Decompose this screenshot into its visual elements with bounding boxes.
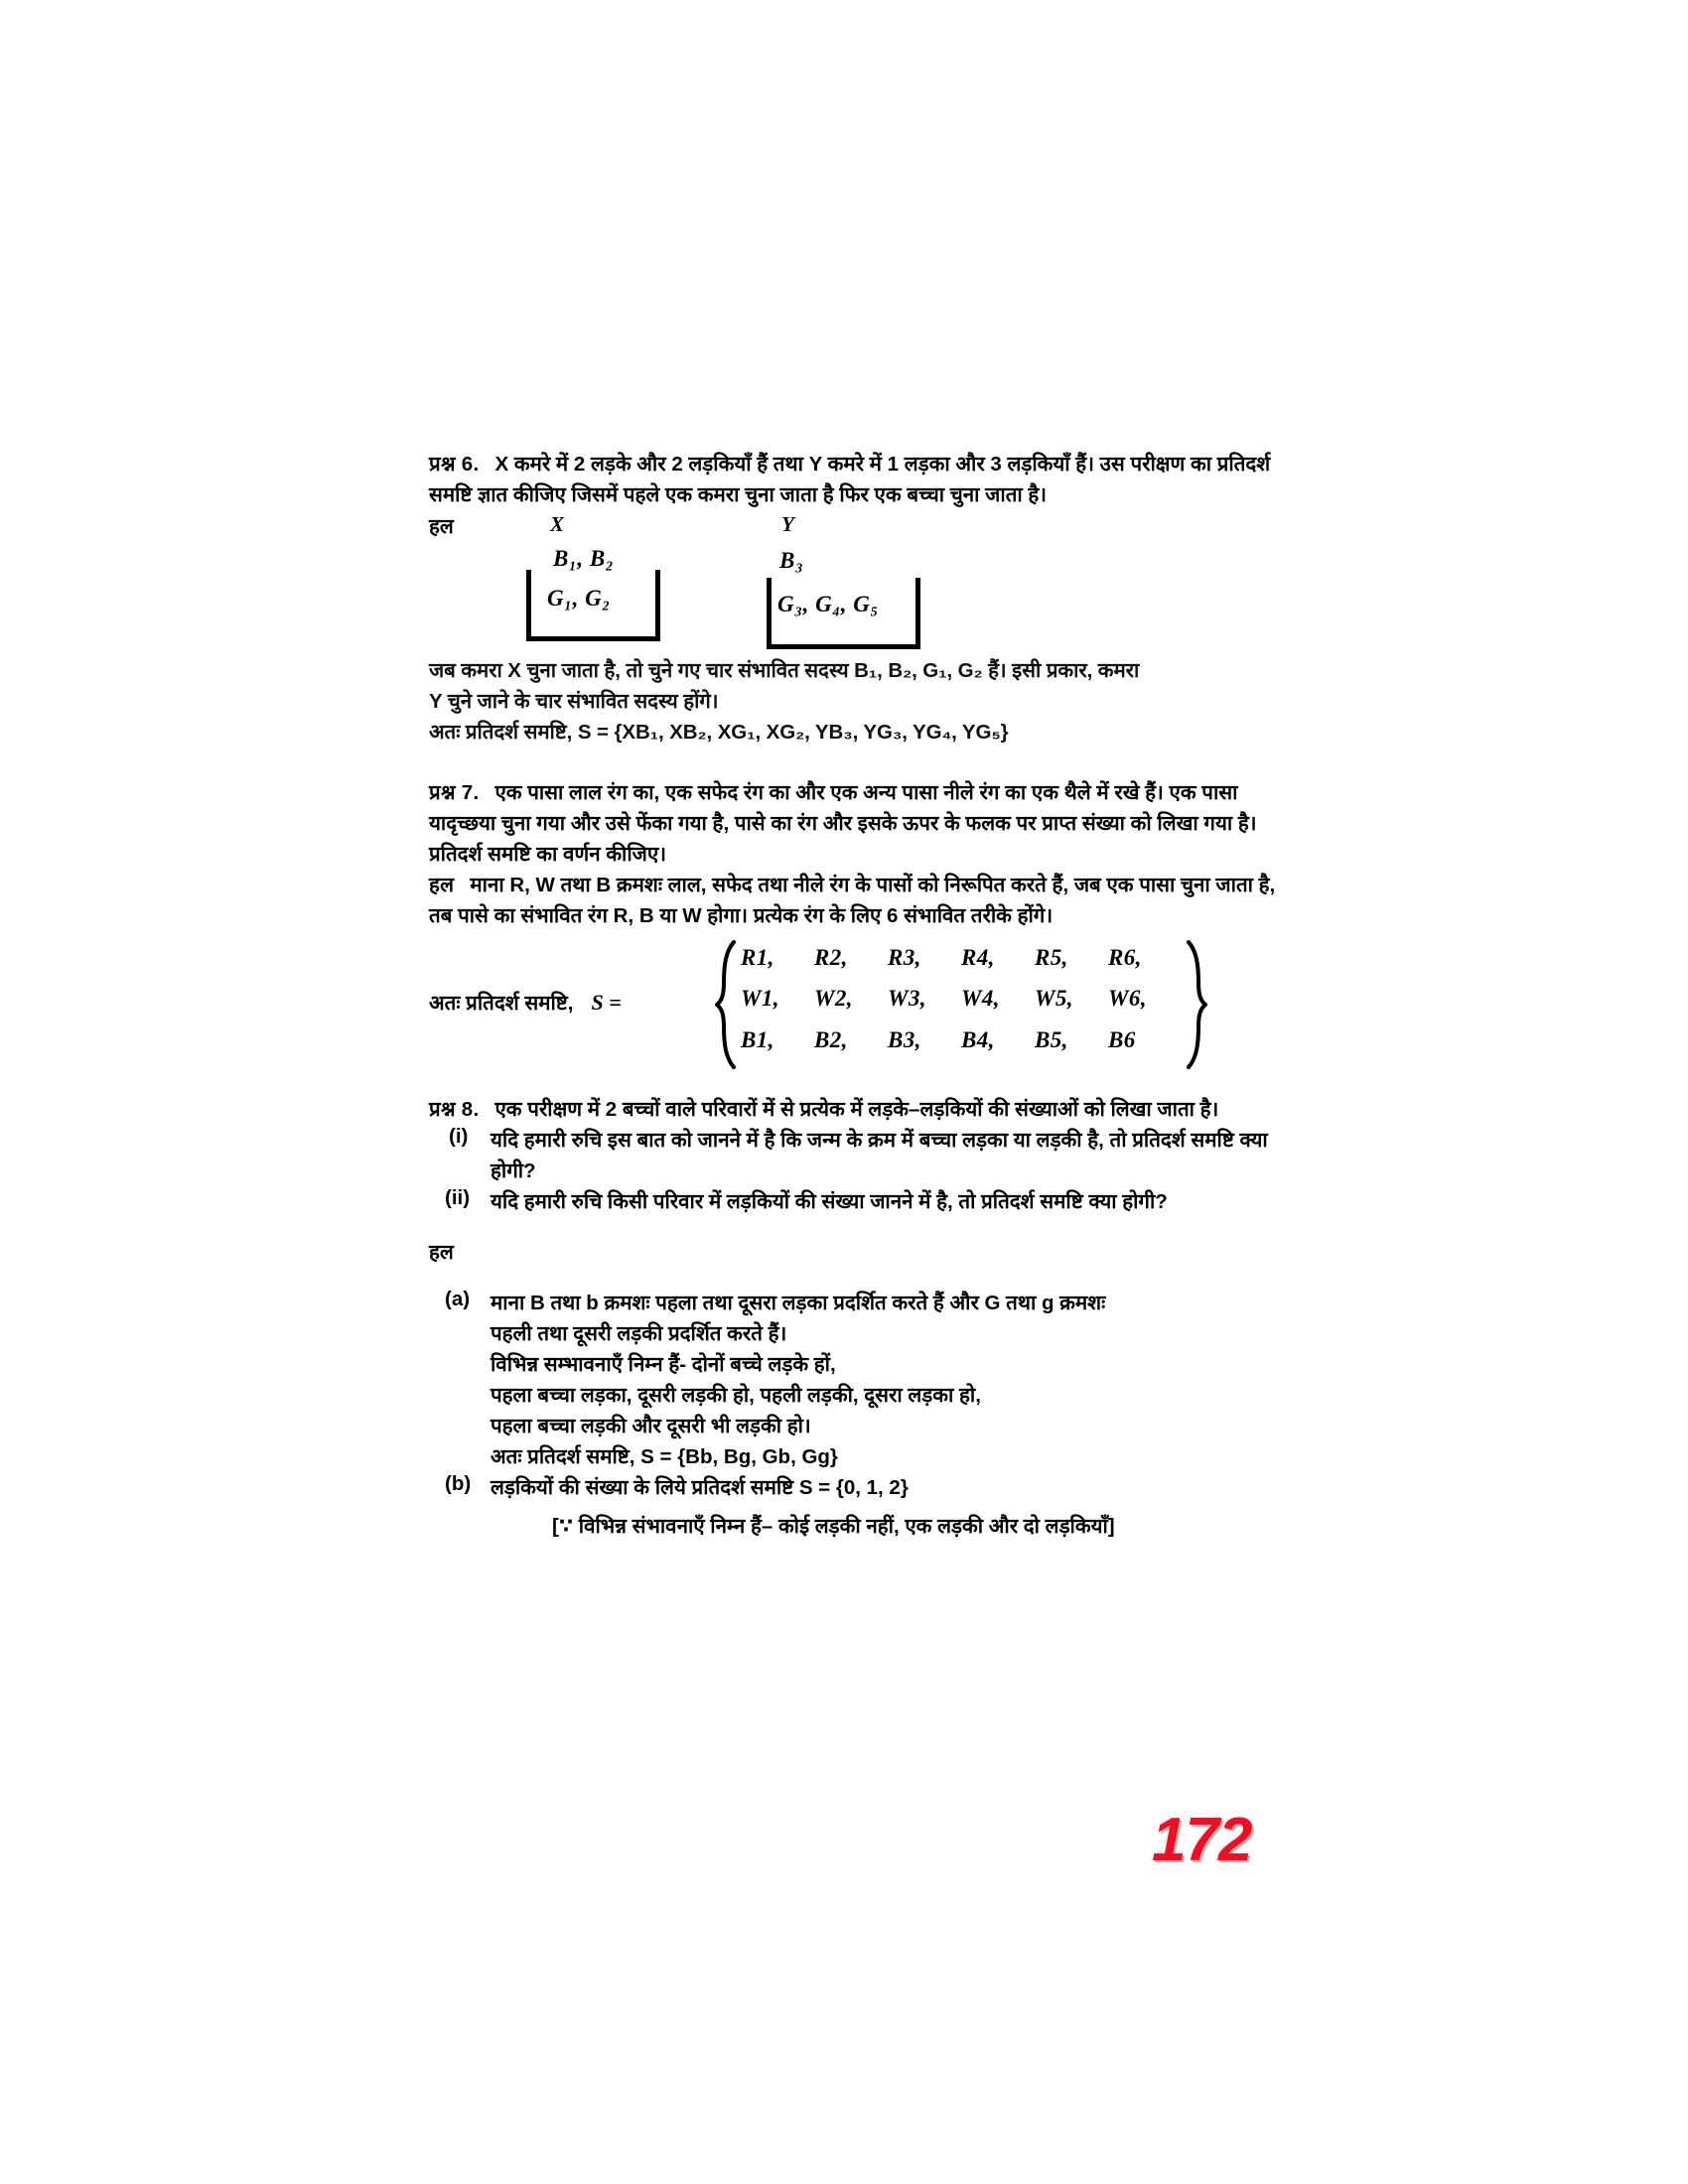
question-7-solution-label: हल: [429, 874, 455, 896]
urn-y-line2: G₃, G₄, G₅: [777, 592, 879, 616]
question-8-sub-i-marker: (i): [449, 1125, 469, 1148]
question-6-text: X कमरे में 2 लड़के और 2 लड़कियाँ हैं तथा Y कमरे में 1 लड़का और 3 लड़कियाँ हैं। उस परीक्षण का प्रतिदर्श समष्टि ज्ञात कीजिए जिसमें पहले एक कमरा चुना जाता है फिर एक बच्चा चुना जाता है।: [429, 453, 1271, 506]
matrix-equals: S =: [591, 990, 622, 1015]
part-b-note: [∵ विभिन्न संभावनाएँ निम्न हैं– कोई लड़की नहीं, एक लड़की और दो लड़कियाँ]: [552, 1515, 1115, 1538]
question-6-label: प्रश्न 6.: [429, 453, 480, 476]
question-6-explanation-line-2: Y चुने जाने के चार संभावित सदस्य होंगे।: [429, 690, 719, 713]
question-7-solution-text: माना R, W तथा B क्रमशः लाल, सफेद तथा नीले रंग के पासों को निरूपित करते हैं, जब एक पासा चुना जाता है, तब पासे का संभावित रंग R, B या W होगा। प्रत्येक रंग के लिए 6 संभावित तरीके होंगे।: [429, 874, 1276, 927]
matrix-cell: R5,: [1035, 945, 1068, 970]
question-8-sub-ii: [429, 1186, 1293, 1217]
question-8-solution-label: हल: [429, 1240, 454, 1264]
matrix-cell: W2,: [814, 986, 853, 1012]
urn-diagram: [429, 548, 1293, 655]
question-6-heading: [429, 449, 1293, 510]
question-7-block: [429, 777, 1293, 1076]
part-a-marker: (a): [445, 1288, 471, 1310]
question-7-matrix-lead: [429, 989, 622, 1017]
part-a-line-3: विभिन्न सम्भावनाएँ निम्न हैं- दोनों बच्चे लड़के हों,: [491, 1353, 836, 1376]
question-8-block: [429, 1094, 1293, 1542]
room-y-label: Y: [781, 512, 794, 536]
question-7-text: एक पासा लाल रंग का, एक सफेद रंग का और एक अन्य पासा नीले रंग का एक थैले में रखे हैं। एक पासा यादृच्छया चुना गया और उसे फेंका गया है, पासे का रंग और इसके ऊपर के फलक पर प्राप्त संख्या को लिखा गया है। प्रतिदर्श समष्टि का वर्णन कीजिए।: [429, 781, 1257, 866]
matrix-cell: B5,: [1035, 1026, 1068, 1052]
part-a-line-2: पहली तथा दूसरी लड़की प्रदर्शित करते हैं।: [491, 1322, 787, 1345]
matrix-grid: [737, 939, 1186, 1070]
part-b-line-1: लड़कियों की संख्या के लिये प्रतिदर्श समष्टि S = {0, 1, 2}: [491, 1476, 909, 1499]
part-a-line-1: माना B तथा b क्रमशः पहला तथा दूसरा लड़का प्रदर्शित करते हैं और G तथा g क्रमशः: [491, 1292, 1106, 1314]
matrix-cell: B2,: [814, 1026, 848, 1052]
matrix-cell: W1,: [741, 986, 779, 1012]
page-content: [429, 449, 1293, 1542]
matrix-cell: B6: [1108, 1026, 1136, 1052]
question-8-sub-ii-text: यदि हमारी रुचि किसी परिवार में लड़कियों की संख्या जानने में है, तो प्रतिदर्श समष्टि क्या होगी?: [491, 1190, 1168, 1213]
room-x-label: X: [550, 512, 565, 536]
matrix-cell: R1,: [741, 945, 774, 970]
matrix-cell: B3,: [888, 1026, 921, 1052]
question-7-label: प्रश्न 7.: [429, 781, 480, 804]
question-6-answer: अतः प्रतिदर्श समष्टि, S = {XB₁, XB₂, XG₁, XG₂, YB₃, YG₃, YG₄, YG₅}: [429, 721, 1009, 744]
urn-y-line1: B₃: [779, 548, 804, 573]
matrix-cell: R3,: [888, 945, 921, 970]
matrix-cell: W4,: [961, 986, 1000, 1012]
left-brace-icon: [715, 939, 737, 1070]
question-6-explanation-line-1: जब कमरा X चुना जाता है, तो चुने गए चार संभावित सदस्य B₁, B₂, G₁, G₂ हैं। इसी प्रकार, कमरा: [429, 659, 1140, 682]
question-8-sub-ii-marker: (ii): [445, 1186, 471, 1209]
urn-box-y: [767, 548, 920, 649]
page-number: 172: [1152, 1806, 1252, 1874]
matrix-cell: B4,: [961, 1026, 995, 1052]
sample-space-matrix: [715, 939, 1207, 1070]
question-8-heading: [429, 1094, 1293, 1125]
matrix-cell: W6,: [1108, 986, 1147, 1012]
part-a-line-5: पहला बच्चा लड़की और दूसरी भी लड़की हो।: [491, 1415, 811, 1437]
question-8-sub-i: [429, 1125, 1293, 1186]
part-a-line-6: अतः प्रतिदर्श समष्टि, S = {Bb, Bg, Gb, Gg}: [491, 1445, 838, 1468]
part-a-line-4: पहला बच्चा लड़का, दूसरी लड़की हो, पहली लड़की, दूसरा लड़का हो,: [491, 1384, 981, 1407]
question-6-solution-row: [429, 512, 1293, 544]
question-7-heading: [429, 777, 1293, 870]
matrix-lead-text: अतः प्रतिदर्श समष्टि,: [429, 992, 574, 1015]
urn-box-x: [526, 546, 660, 641]
part-b-marker: (b): [445, 1472, 472, 1495]
spacer-before-note: [491, 1503, 1293, 1511]
question-8-sub-i-text: यदि हमारी रुचि इस बात को जानने में है कि जन्म के क्रम में बच्चा लड़का या लड़की है, तो प्रतिदर्श समष्टि क्या होगी?: [491, 1129, 1268, 1182]
matrix-cell: R6,: [1108, 945, 1142, 970]
question-6-block: [429, 449, 1293, 748]
question-8-text: एक परीक्षण में 2 बच्चों वाले परिवारों में से प्रत्येक में लड़के–लड़कियों की संख्याओं को लिखा जाता है।: [494, 1098, 1219, 1121]
matrix-cell: W5,: [1035, 986, 1073, 1012]
spacer-after-q6: [429, 748, 1293, 777]
matrix-cell: R2,: [814, 945, 848, 970]
right-brace-icon: [1186, 939, 1207, 1070]
matrix-cell: B1,: [741, 1026, 774, 1052]
question-7-solution: [429, 870, 1293, 931]
question-8-solution-part-a: [429, 1288, 1293, 1472]
matrix-cell: R4,: [961, 945, 995, 970]
spacer-after-q7: [429, 1076, 1293, 1094]
urn-x-line1: B₁, B₂: [553, 546, 615, 571]
question-8-solution-part-b: [429, 1472, 1293, 1542]
question-8-label: प्रश्न 8.: [429, 1098, 480, 1121]
question-7-matrix-row: [429, 939, 1293, 1076]
matrix-cell: W3,: [888, 986, 926, 1012]
urn-x-line2: G₁, G₂: [547, 586, 611, 611]
question-6-solution-label: हल: [429, 515, 454, 538]
